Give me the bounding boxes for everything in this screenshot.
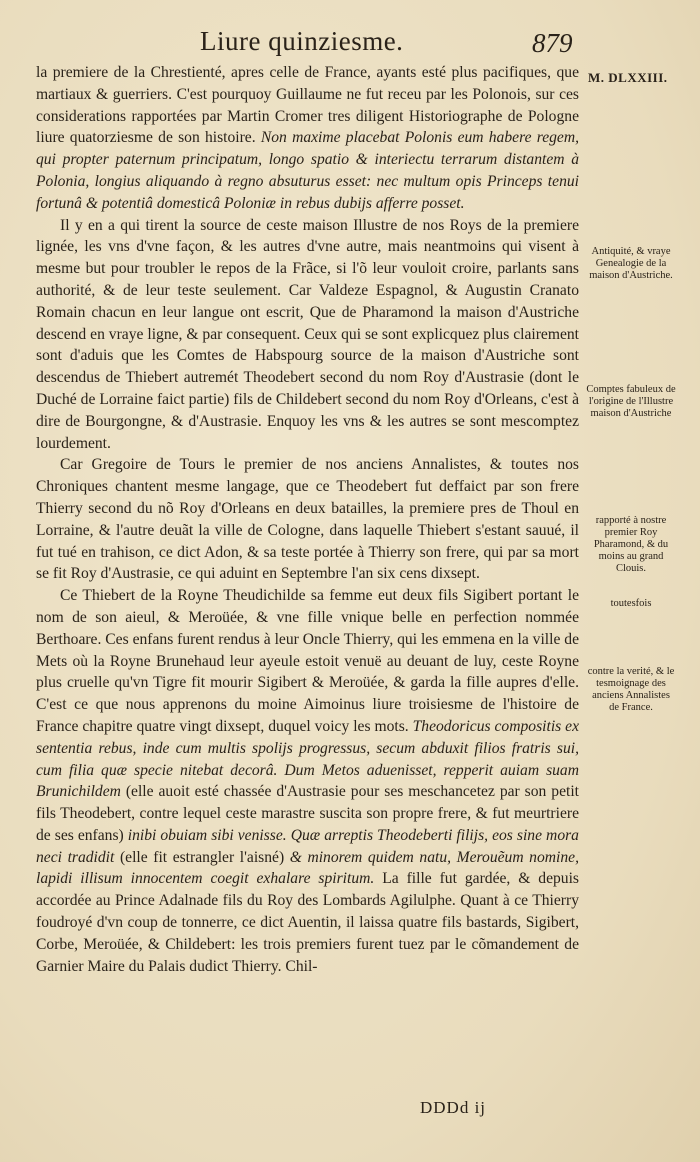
paragraph-1: la premiere de la Chrestienté, apres celle de France, ayants esté plus pacifiques, que martiaux & guerriers. C'est pourquoy Guillaume ne fut receu par les Polonois, sur ces considerations rapportées par Martin Cromer tres diligent Historiographe de Pologne liure quatorziesme de son histoire. Non maxime placebat Polonis eum habere regem, qui propter paternum principatum, longo spatio & interiectu terrarum distantem à Polonia, longius aliquando à regno absuturus esset: nec multum opis Princeps tenui fortunâ & potentiâ domesticâ Poloniæ in rebus dubijs afferre posset. [36,64,579,212]
margin-note-toutesfois: toutesfois [610,598,652,609]
latin-quote: & minorem quidem natu, Merouẽum nomine, lapidi illisum innocentem coegit exhalare spiritum. [36,848,579,888]
latin-quote: Non maxime placebat Polonis eum habere regem, qui propter paternum principatum, longo spatio & interiectu terrarum distantem à Polonia, longius aliquando à regno absuturus esset: nec multum opis Princeps tenui fortunâ & potentiâ domesticâ Poloniæ in rebus dubijs afferre posset. [36,129,579,212]
margin-note-fabulous-accounts: Comptes fabuleux de l'origine de l'Illustre maison d'Austriche [586,384,676,419]
margin-note-genealogy: Antiquité, & vraye Genealogie de la maison d'Austriche. [589,246,673,281]
year-marker: M. DLXXIII. [588,70,668,85]
main-text-column [36,62,579,977]
page-number: 879 [532,28,573,58]
paragraph-2: Il y en a qui tirent la source de ceste maison Illustre de nos Roys de la premiere lignée, les vns d'vne façon, & les autres d'vne autre, mais neantmoins qui visent à mesme but pour troubler le repos de la Frãce, si l'õ leur vouloit croire, parlants sans authorité, & de leur teste seulement. Car Valdeze Espagnol, & Augustin Cranato Romain chacun en leur langue ont escrit, Que de Pharamond la maison d'Austriche descend en vraye ligne, & par consequent. Ceux qui se sont explicquez plus clairement sont d'aduis que les Comtes de Habspourg source de la maison d'Austriche sont descendus de Thiebert autremét Theodebert second du nom Roy d'Austrasie (dont le Duché de Lorraine faict partie) fils de Childebert second du nom Roy d'Orleans, c'est à dire de Bourgongne, & d'Austrasie. Enquoy les vns & les autres se sont mescomptez lourdement. [36,216,579,452]
latin-quote: Theodoricus compositis ex sententia rebus, inde cum multis spolijs progressus, secum abduxit filios fratris sui, cum filia quæ specie nitebat decorâ. Dum Metos aduenisset, repperit auiam suam Brunichildem [36,717,579,801]
page-header [200,20,600,60]
running-title: Liure quinziesme. [200,26,404,56]
margin-note-pharamond: rapporté à nostre premier Roy Pharamond, & du moins au grand Clouis. [593,515,669,574]
paragraph-4: Ce Thiebert de la Royne Theudichilde sa femme eut deux fils Sigibert portant le nom de son aieul, & Meroüée, & vne fille vnique belle en perfection nommée Berthoare. Ces enfans furent rendus à leur Oncle Thierry, qui les emmena en la ville de Mets où la Royne Brunehaud leur ayeule estoit venuë au deuant de luy, ceste Royne plus cruelle qu'vn Tigre fit mourir Sigibert & Meroüée, & garda la fille aupres d'elle. C'est ce que nous apprenons du moine Aimoinus liure troisiesme de l'histoire de France chapitre quatre vingt dixsept, duquel voicy les mots. Theodoricus compositis ex sententia rebus, inde cum multis spolijs progressus, secum abduxit filios fratris sui, cum filia quæ specie nitebat decorâ. Dum Metos aduenisset, repperit auiam suam Brunichildem (elle auoit esté chassée d'Austrasie pour ses meschancetez par son petit fils Theodebert, contre lequel ceste marastre suscita son propre frere, & fut meurtriere de ses enfans) inibi obuiam sibi venisse. Quæ arreptis Theodeberti filijs, eos sine mora neci tradidit (elle fit estrangler l'aisné) & minorem quidem natu, Merouẽum nomine, lapidi illisum innocentem coegit exhalare spiritum. La fille fut gardée, & depuis accordée au Prince Adalnade fils du Roy des Lombards Agilulphe. Quant à ce Thierry foudroyé d'vn coup de tonnerre, ce dict Auentin, il laissa quatre fils bastards, Sigibert, Corbe, Meroüée, & Childebert: les trois premiers furent tuez par le cõmandement de Garnier Maire du Palais dudict Thierry. Chil- [36,587,579,975]
latin-quote: inibi obuiam sibi venisse. Quæ arreptis Theodeberti filijs, eos sine mora neci tradidit [36,826,579,866]
signature-mark: DDDd ij [420,1098,487,1117]
margin-note-contre-verite: contre la verité, & le tesmoignage des anciens Annalistes de France. [587,666,675,713]
paragraph-3: Car Gregoire de Tours le premier de nos anciens Annalistes, & toutes nos Chroniques chantent mesme langage, que ce Theodebert fut deffaict par son frere Thierry second du nõ Roy d'Orleans en deux batailles, la premiere pres de Thoul en Lorraine, & l'autre deuãt la ville de Cologne, dans laquelle Thiebert s'estant sauué, il fut tué en trahison, ce dict Adon, & sa teste portée à Thierry son frere, qui par sa mort se fit Roy d'Austrasie, ce qui aduint en Septembre l'an six cens dixsept. [36,456,579,583]
